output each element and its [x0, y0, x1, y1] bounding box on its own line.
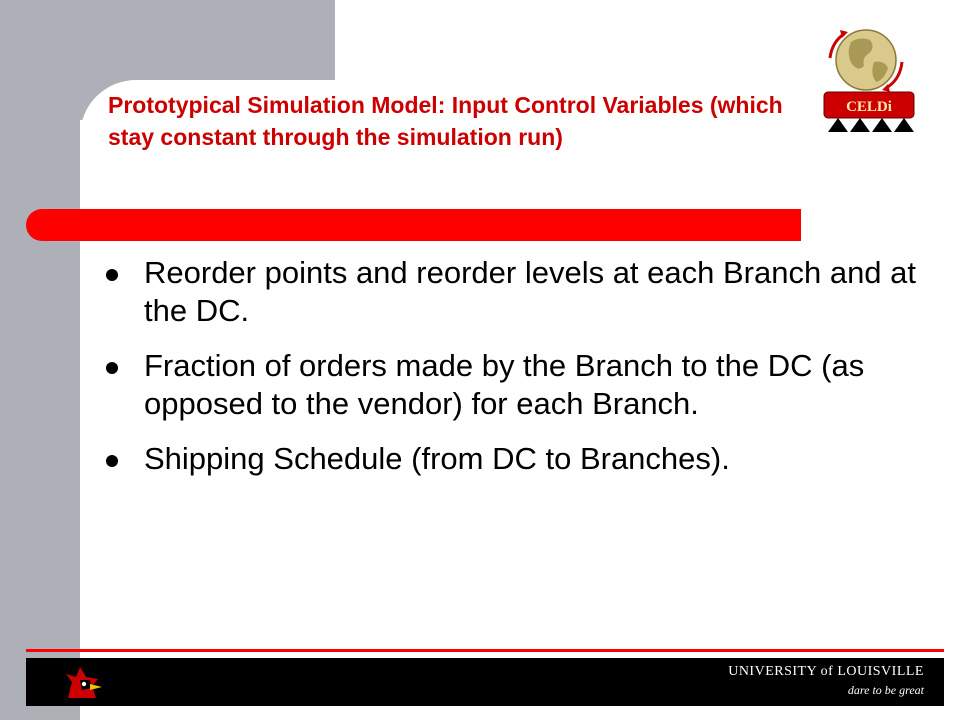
university-tagline: dare to be great: [847, 683, 924, 697]
bullet-item: [106, 347, 926, 423]
bullet-dot-icon: [106, 269, 118, 281]
footer-bar: [26, 658, 944, 706]
bullet-dot-icon: [106, 455, 118, 467]
university-name: UNIVERSITY of LOUISVILLE: [728, 664, 924, 679]
celdi-logo: [818, 18, 918, 136]
bullet-text: Reorder points and reorder levels at each Branch and at the DC.: [144, 255, 917, 328]
bullet-text: Shipping Schedule (from DC to Branches).: [144, 441, 730, 476]
celdi-triangles: [828, 118, 914, 132]
celdi-logo-text: CELDi: [846, 99, 892, 115]
cardinal-icon: [62, 664, 106, 700]
footer-divider-line: [26, 649, 944, 652]
bullet-list: [106, 254, 926, 495]
bullet-item: [106, 440, 926, 478]
bullet-text: Fraction of orders made by the Branch to the DC (as opposed to the vendor) for each Branch.: [144, 348, 865, 421]
left-sidebar-band: [0, 0, 80, 720]
slide-title: Prototypical Simulation Model: Input Control Variables (which stay constant through the simulation run): [108, 92, 783, 150]
bullet-item: [106, 254, 926, 330]
university-logo: [728, 664, 924, 698]
bullet-dot-icon: [106, 362, 118, 374]
globe-icon: [830, 30, 902, 92]
title-divider-bar: [26, 209, 801, 241]
